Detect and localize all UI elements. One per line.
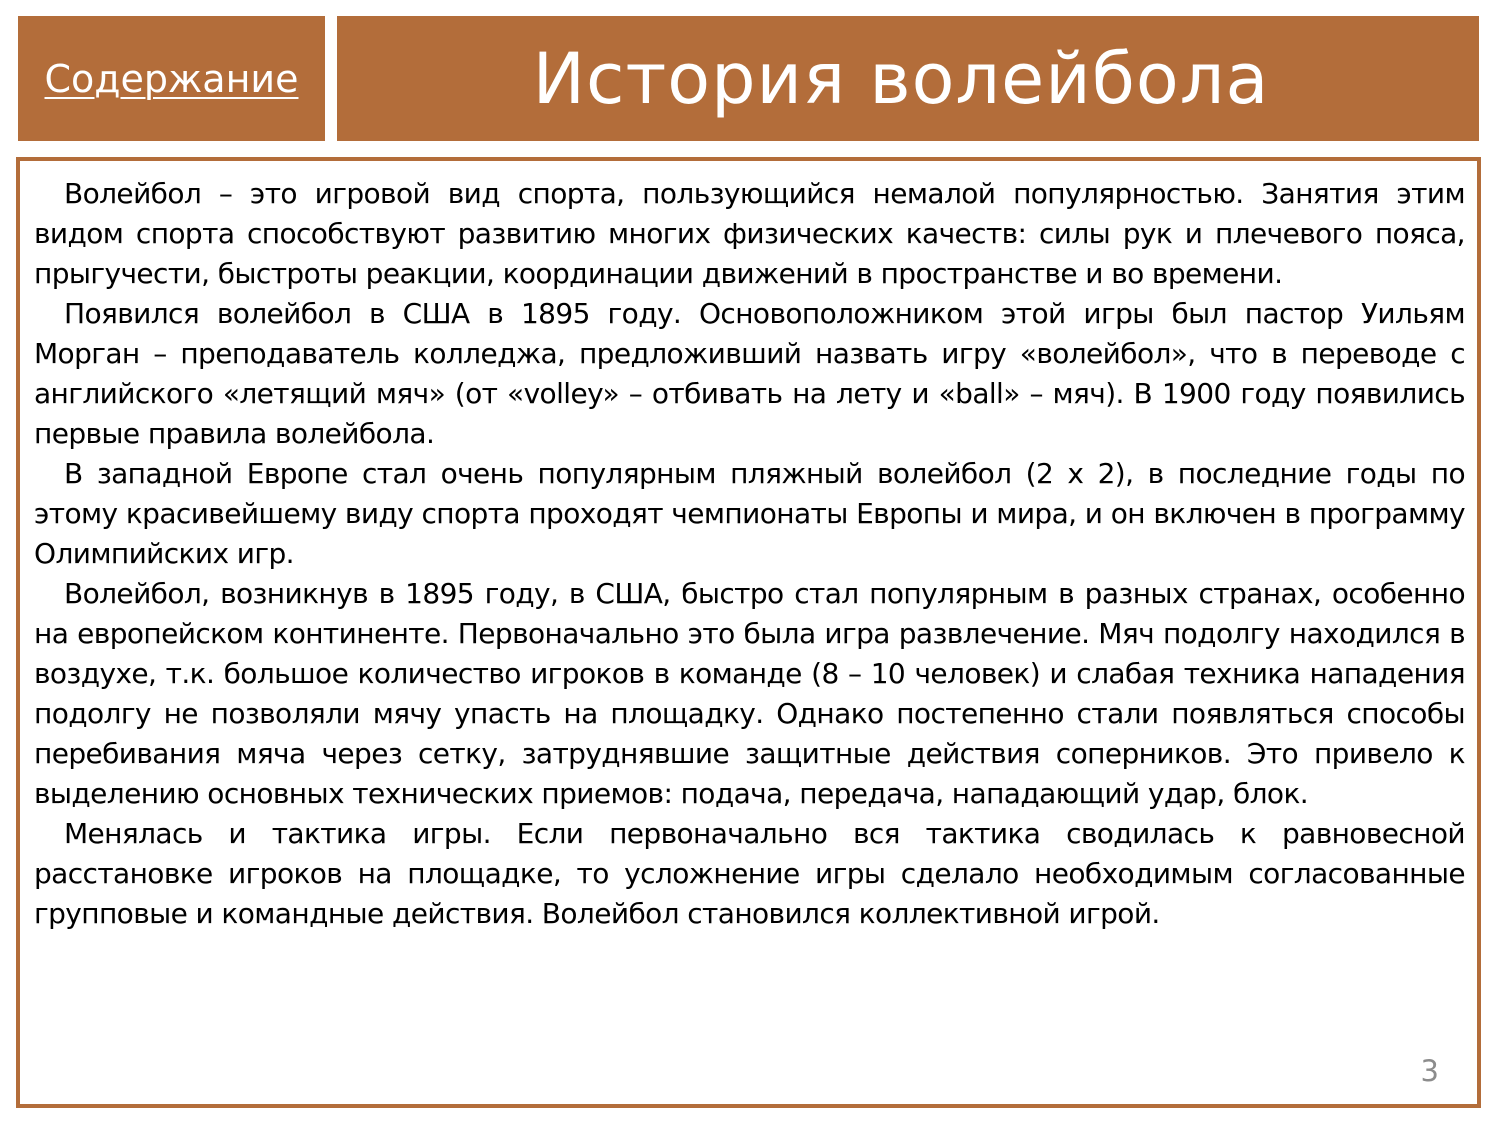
- paragraph-origin: Появился волейбол в США в 1895 году. Основоположником этой игры был пастор Уильям Морган – преподаватель колледжа, предложивший назвать игру «волейбол», что в переводе с английского «летящий мяч» (от «volley» – отбивать на лету и «ball» – мяч). В 1900 году появились первые правила волейбола.: [34, 297, 1465, 450]
- paragraph-intro: Волейбол – это игровой вид спорта, пользующийся немалой популярностью. Занятия этим видом спорта способствуют развитию многих физических качеств: силы рук и плечевого пояса, прыгучести, быстроты реакции, координации движений в пространстве и во времени.: [34, 177, 1465, 290]
- paragraph-tactics: Менялась и тактика игры. Если первоначально вся тактика сводилась к равновесной расстановке игроков на площадке, то усложнение игры сделало необходимым согласованные групповые и командные действия. Волейбол становился коллективной игрой.: [34, 817, 1465, 930]
- content-text: [34, 174, 1465, 934]
- paragraph-beach-volleyball: В западной Европе стал очень популярным пляжный волейбол (2 х 2), в последние годы по этому красивейшему виду спорта проходят чемпионаты Европы и мира, и он включен в программу Олимпийских игр.: [34, 457, 1465, 570]
- page-number: 3: [1420, 1054, 1439, 1088]
- contents-link[interactable]: Содержание: [44, 56, 299, 101]
- title-banner: [337, 16, 1479, 141]
- paragraph-development: Волейбол, возникнув в 1895 году, в США, быстро стал популярным в разных странах, особенно на европейском континенте. Первоначально это была игра развлечение. Мяч подолгу находился в воздухе, т.к. большое количество игроков в команде (8 – 10 человек) и слабая техника нападения подолгу не позволяли мячу упасть на площадку. Однако постепенно стали появляться способы перебивания мяча через сетку, затруднявшие защитные действия соперников. Это привело к выделению основных технических приемов: подача, передача, нападающий удар, блок.: [34, 577, 1465, 810]
- contents-panel: [18, 16, 325, 141]
- page-title: История волейбола: [532, 37, 1270, 120]
- content-panel: [16, 157, 1481, 1108]
